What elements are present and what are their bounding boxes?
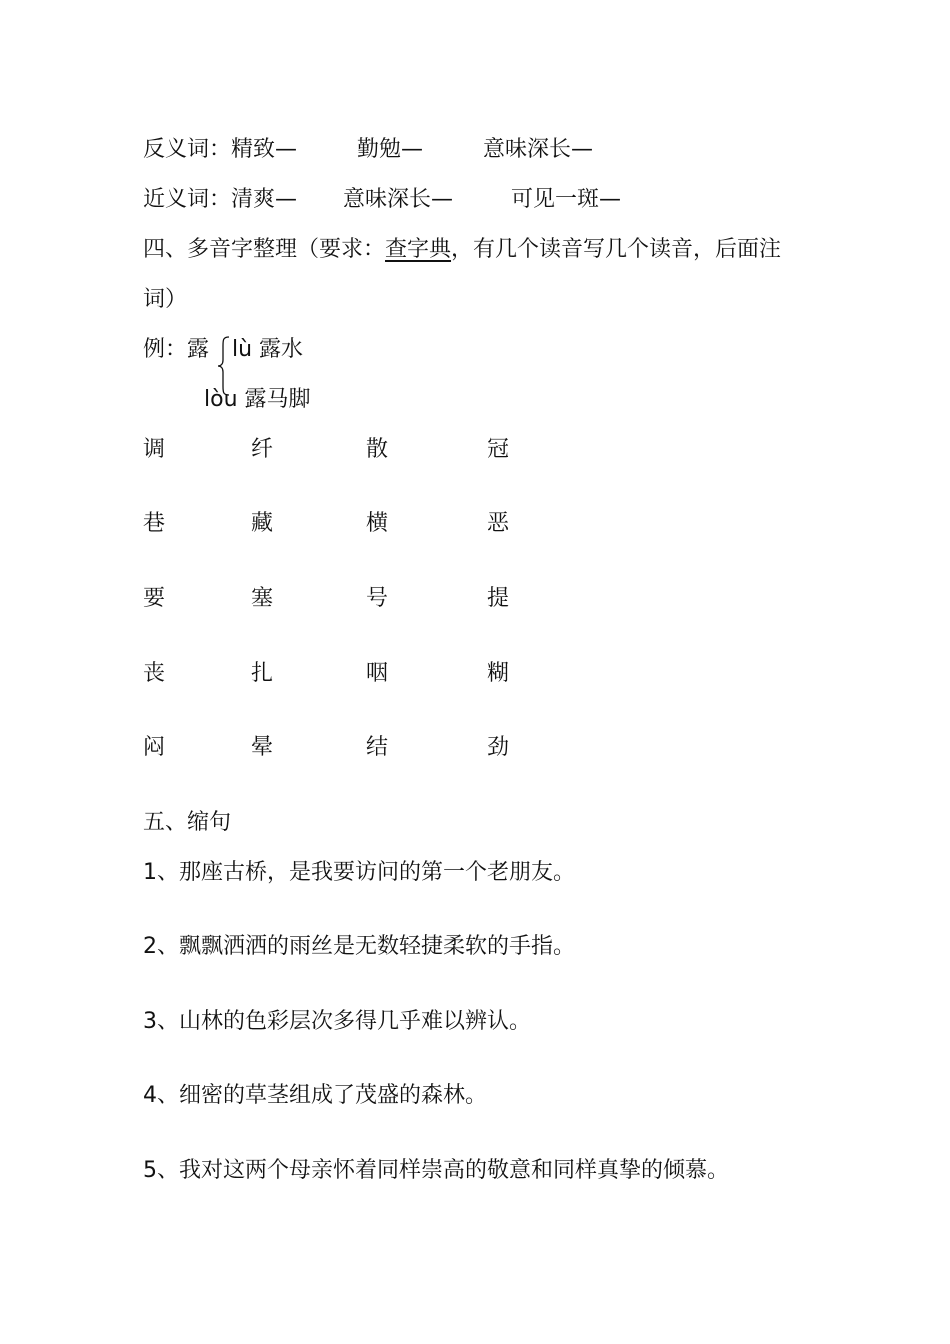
synonyms-line (143, 185, 621, 215)
grid-char: 号 (366, 586, 389, 611)
sentence-item: 1、那座古桥，是我要访问的第一个老朋友。 (143, 860, 575, 885)
grid-char: 冠 (487, 437, 510, 462)
example-reading-2: lòu 露马脚 (204, 387, 311, 412)
synonym-item: 清爽— (231, 187, 298, 212)
sentence-item: 3、山林的色彩层次多得几乎难以辨认。 (143, 1009, 531, 1034)
antonym-item: 精致— (231, 137, 298, 162)
grid-char: 散 (366, 437, 389, 462)
example-reading-1: lù 露水 (232, 337, 304, 362)
section4-heading-underlined: 查字典 (385, 237, 452, 262)
antonym-item: 勤勉— (357, 137, 424, 162)
grid-char: 横 (366, 511, 389, 536)
grid-char: 晕 (251, 735, 274, 760)
grid-char: 结 (366, 735, 389, 760)
synonyms-label: 近义词： (143, 187, 232, 212)
example-label: 例：露 (143, 337, 210, 362)
sentence-item: 5、我对这两个母亲怀着同样崇高的敬意和同样真挚的倾慕。 (143, 1158, 729, 1183)
section4-heading-post: ，有几个读音写几个读音，后面注 (451, 237, 782, 262)
grid-char: 藏 (251, 511, 274, 536)
grid-char: 劲 (487, 735, 510, 760)
grid-char: 提 (487, 586, 510, 611)
grid-char: 丧 (143, 661, 166, 686)
sentence-item: 2、飘飘洒洒的雨丝是无数轻捷柔软的手指。 (143, 934, 575, 959)
antonyms-label: 反义词： (143, 137, 232, 162)
antonyms-line (143, 135, 593, 165)
grid-char: 扎 (251, 661, 274, 686)
grid-char: 咽 (366, 661, 389, 686)
synonym-item: 可见一斑— (511, 187, 622, 212)
sentence-item: 4、细密的草茎组成了茂盛的森林。 (143, 1083, 487, 1108)
section4-heading (143, 235, 781, 265)
grid-char: 糊 (487, 661, 510, 686)
section5-heading: 五、缩句 (143, 810, 232, 835)
grid-char: 恶 (487, 511, 510, 536)
grid-char: 巷 (143, 511, 166, 536)
section4-heading-pre: 四、多音字整理（要求： (143, 237, 386, 262)
grid-char: 闷 (143, 735, 166, 760)
grid-char: 纤 (251, 437, 274, 462)
grid-char: 要 (143, 586, 166, 611)
grid-char: 塞 (251, 586, 274, 611)
section4-heading-line2: 词） (143, 287, 188, 312)
grid-char: 调 (143, 437, 166, 462)
synonym-item: 意味深长— (343, 187, 454, 212)
antonym-item: 意味深长— (483, 137, 594, 162)
